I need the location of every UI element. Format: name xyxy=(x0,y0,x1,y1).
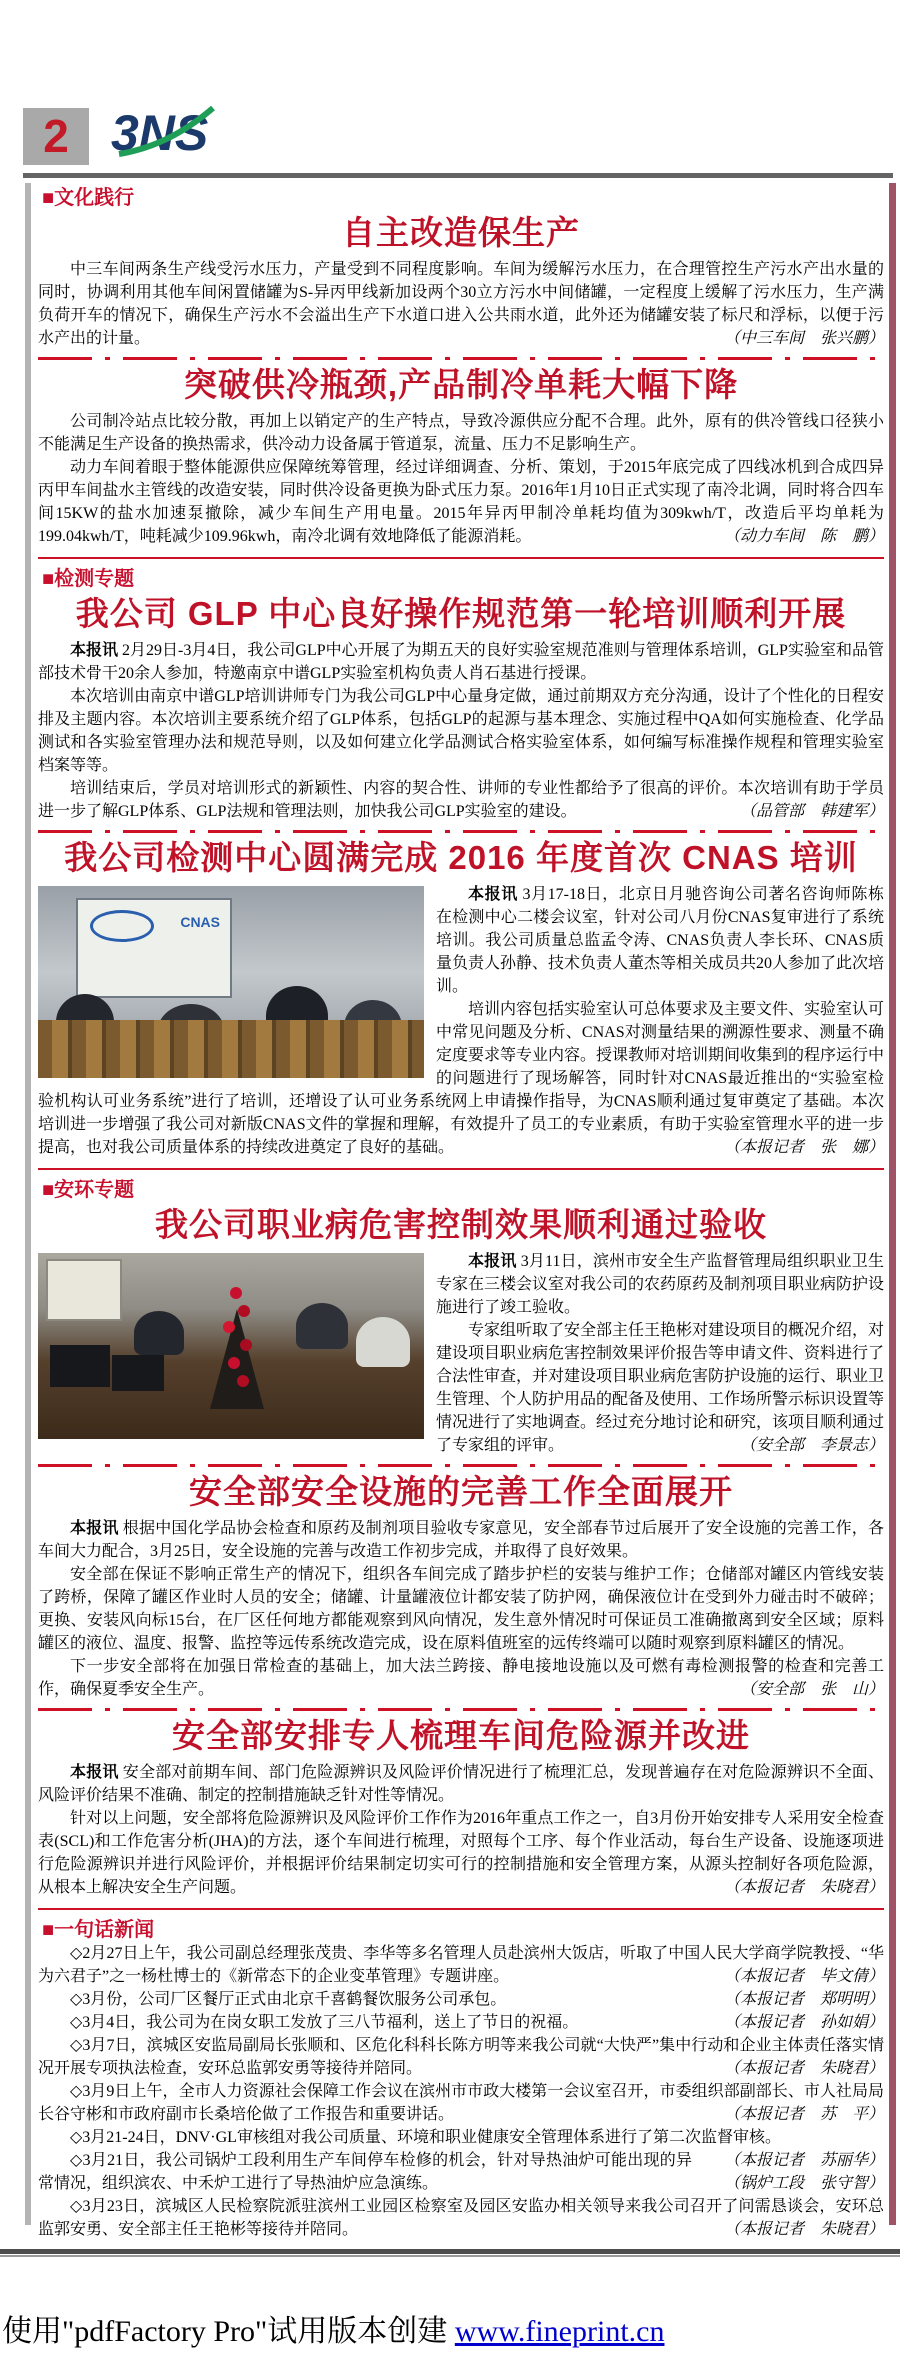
paragraph-text: 根据中国化学品协会检查和原药及制剂项目验收专家意见，安全部春节过后展开了安全设施的完善工作，各车间大力配合，3月25日，安全设施的完善与改造工作初步完成，并取得了良好效果。 xyxy=(38,1520,884,1560)
article-glp-training xyxy=(38,594,884,823)
footer-text: 使用"pdfFactory Pro"试用版本创建 xyxy=(2,2315,455,2348)
lead-word: 本报讯 xyxy=(468,1253,517,1270)
news-item xyxy=(38,1942,884,1988)
article-paragraph: 公司制冷站点比较分散，再加上以销定产的生产特点，导致冷源供应分配不合理。此外，原有的供冷管线口径狭小不能满足生产设备的换热需求，供冷动力设备属于管道泵，流量、压力不足影响生产。 xyxy=(38,413,884,453)
article-paragraph xyxy=(38,1517,884,1563)
dashdot-divider xyxy=(38,1708,884,1711)
article-title: 我公司检测中心圆满完成 2016 年度首次 CNAS 培训 xyxy=(64,839,858,876)
paragraph-text: 中三车间两条生产线受污水压力，产量受到不同程度影响。车间为缓解污水压力，在合理管控生产污水产出水量的同时，协调利用其他车间闲置储罐为S-异丙甲线新加设两个30立方污水中间储罐，一定程度上缓解了污水压力，生产满负荷开车的情况下，确保生产污水不会溢出生产下水道口进入公共雨水道，此外还为储罐安装了标尺和浮标，以便于污水产出的计量。 xyxy=(38,261,884,347)
logo-text: 3NS xyxy=(111,105,209,160)
news-text: ◇3月21-24日，DNV·GL审核组对我公司质量、环境和职业健康安全管理体系进行了第二次监督审核。 xyxy=(70,2129,781,2146)
article-title: 自主改造保生产 xyxy=(342,214,580,251)
acceptance-meeting-photo xyxy=(38,1253,424,1439)
bns-logo-icon xyxy=(109,104,229,160)
news-text: ◇3月23日，滨城区人民检察院派驻滨州工业园区检察室及园区安监办相关领导来我公司召开了问需恳谈会，安环总监郭安勇、安全部主任王艳彬等接待并陪同。 xyxy=(38,2198,884,2238)
byline: （本报记者 朱晓君） xyxy=(723,2060,884,2077)
byline: （中三车间 张兴鹏） xyxy=(723,330,884,347)
section-rule xyxy=(38,557,884,559)
article-paragraph: 本次培训由南京中谱GLP培训讲师专门为我公司GLP中心量身定做，通过前期双方充分沟通，设计了个性化的日程安排及主题内容。本次培训主要系统介绍了GLP体系，包括GLP的起源与基本理念、实施过程中QA如何实施检查、化学品测试和各实验室管理办法和规范导则，以及如何建立化学品测试合格实验室体系，如何编写标准操作规程和管理实验室档案等等。 xyxy=(38,688,884,774)
article-cnas-training xyxy=(38,838,884,1159)
article-title: 我公司 GLP 中心良好操作规范第一轮培训顺利开展 xyxy=(75,595,847,632)
article-paragraph xyxy=(38,456,884,548)
article-paragraph xyxy=(38,258,884,350)
section-label-testing: ■检测专题 xyxy=(42,568,135,590)
red-flowers xyxy=(230,1287,242,1299)
person-silhouette xyxy=(356,1317,410,1367)
footer-link[interactable]: www.fineprint.cn xyxy=(454,2315,665,2348)
company-logo xyxy=(109,104,229,165)
byline: （锅炉工段 张守智） xyxy=(723,2175,884,2192)
paragraph-text: 安全部对前期车间、部门危险源辨识及风险评价情况进行了梳理汇总，发现普遍存在对危险源辨识不全面、风险评价结果不准确、制定的控制措施缺乏针对性等情况。 xyxy=(38,1764,884,1804)
paragraph-text: 3月17-18日，北京日月驰咨询公司著名咨询师陈栋在检测中心二楼会议室，针对公司八月份CNAS复审进行了系统培训。我公司质量总监孟令涛、CNAS负责人李长环、CNAS质量负责人孙静、技术负责人董杰等相关成员共20人参加了此次培训。 xyxy=(436,886,885,995)
paragraph-text: 动力车间着眼于整体能源供应保障统筹管理，经过详细调查、分析、策划，于2015年底完成了四线冰机到合成四异丙甲车间盐水主管线的改造安装，同时供冷设备更换为卧式压力泵。2016年1月10日正式实现了南冷北调，同时将合四车间15KW的盐水加速泵撤除，减少车间生产用电量。2015年异丙甲制冷单耗均值为309kwh/T，改造后平均单耗为199.04kwh/T，吨耗减少109.96kwh，南冷北调有效地降低了能源消耗。 xyxy=(38,459,884,545)
paragraph-text: 下一步安全部将在加强日常检查的基础上，加大法兰跨接、静电接地设施以及可燃有毒检测报警的检查和完善工作，确保夏季安全生产。 xyxy=(38,1658,884,1698)
section-rule xyxy=(38,1908,884,1910)
paragraph-text: 3月11日，滨州市安全生产监督管理局组织职业卫生专家在三楼会议室对我公司的农药原药及制剂项目职业病防护设施进行了竣工验收。 xyxy=(436,1253,885,1316)
byline: （本报记者 朱晓君） xyxy=(723,1879,884,1896)
byline: （动力车间 陈 鹏） xyxy=(723,528,884,545)
window xyxy=(46,1259,122,1321)
content-column xyxy=(38,186,884,2257)
cnas-logo-icon xyxy=(90,910,154,942)
section-label-safety: ■安环专题 xyxy=(42,1179,135,1201)
news-text: ◇3月7日，滨城区安监局副局长张顺和、区危化科科长陈方明等来我公司就“大快严”集中行动和企业主体责任落实情况开展专项执法检查，安环总监郭安勇等接待并陪同。 xyxy=(38,2037,884,2077)
paragraph-text: 2月29日-3月4日，我公司GLP中心开展了为期五天的良好实验室规范准则与管理体系培训，GLP实验室和品管部技术骨干20余人参加，特邀南京中谱GLP实验室机构负责人肖石基进行授课。 xyxy=(38,642,884,682)
lead-word: 本报讯 xyxy=(70,1520,119,1537)
news-text: ◇3月21日，我公司锅炉工段利用生产车间停车检修的机会，针对导热油炉可能出现的异常情况，组织滨农、中禾炉工进行了导热油炉应急演练。 xyxy=(38,2152,692,2192)
article-paragraph xyxy=(38,1761,884,1807)
section-label-news: ■一句话新闻 xyxy=(42,1919,155,1941)
paragraph-text: 培训内容包括实验室认可总体要求及主要文件、实验室认可中常见问题及分析、CNAS对测量结果的溯源性要求、测量不确定度要求等专业内容。授课教师对培训期间收集到的程序运行中的问题进行了现场解答，同时针对CNAS最近推出的“实验室检验机构认可业务系统”进行了培训，还增设了认可业务系统网上申请操作指导，为CNAS顺利通过复审奠定了基础。本次培训进一步增强了我公司对新版CNAS文件的掌握和理解，有效提升了员工的专业素质，有助于实验室管理水平的进一步提高，也对我公司质量体系的持续改进奠定了良好的基础。 xyxy=(38,1001,885,1156)
news-item xyxy=(38,2126,884,2169)
byline: （本报记者 朱晓君） xyxy=(723,2221,884,2238)
article-paragraph xyxy=(38,1807,884,1899)
projection-screen xyxy=(76,898,232,998)
byline: （本报记者 郑明明） xyxy=(723,1991,884,2008)
article-title: 我公司职业病危害控制效果顺利通过验收 xyxy=(155,1206,767,1243)
page-header xyxy=(0,0,900,164)
lead-word: 本报讯 xyxy=(468,886,518,903)
dashdot-divider xyxy=(38,1464,884,1467)
cnas-training-photo xyxy=(38,886,424,1078)
byline: （安全部 张 山） xyxy=(739,1681,884,1698)
lead-word: 本报讯 xyxy=(70,1764,119,1781)
byline: （本报记者 孙如娟） xyxy=(723,2014,884,2031)
byline: （本报记者 张 娜） xyxy=(723,1139,884,1156)
news-item xyxy=(38,2011,884,2034)
person-silhouette xyxy=(134,1311,184,1355)
article-cooling-breakthrough xyxy=(38,365,884,548)
news-item xyxy=(38,2195,884,2241)
news-item xyxy=(38,2080,884,2126)
article-paragraph: 安全部在保证不影响正常生产的情况下，组织各车间完成了踏步护栏的安装与维护工作；仓储部对罐区内管线安装了跨桥，保障了罐区作业时人员的安全；储罐、计量罐液位计都安装了防护网，确保液位计在受到外力碰击时不破碎；更换、安装风向标15台，在厂区任何地方都能观察到风向情况，发生意外情况时可保证员工准确撤离到安全区域；原料罐区的液位、温度、报警、监控等远传系统改造完成，设在原料值班室的远传终端可以随时观察到原料罐区的情况。 xyxy=(38,1566,884,1652)
one-sentence-news-list xyxy=(38,1942,884,2241)
dashdot-divider xyxy=(38,830,884,833)
monitor xyxy=(50,1345,110,1387)
article-safety-facilities xyxy=(38,1472,884,1701)
article-self-reform xyxy=(38,213,884,350)
header-rule xyxy=(23,173,893,178)
news-item xyxy=(38,2034,884,2080)
byline: （本报记者 毕文倩） xyxy=(723,1968,884,1985)
byline: （本报记者 苏 平） xyxy=(723,2106,884,2123)
bottom-rule xyxy=(0,2249,900,2257)
byline: （安全部 李景志） xyxy=(739,1437,884,1454)
news-text: ◇3月份，公司厂区餐厅正式由北京千喜鹤餐饮服务公司承包。 xyxy=(70,1991,507,2008)
byline: （品管部 韩建军） xyxy=(739,803,884,820)
article-paragraph xyxy=(38,777,884,823)
pdffactory-footer xyxy=(2,2306,664,2350)
person-silhouette xyxy=(296,1303,348,1349)
article-title: 突破供冷瓶颈,产品制冷单耗大幅下降 xyxy=(183,366,739,403)
news-item xyxy=(38,1988,884,2011)
section-label-culture: ■文化践行 xyxy=(42,187,135,209)
article-paragraph xyxy=(38,639,884,685)
screen-text: CNAS xyxy=(180,914,220,930)
wooden-chairs xyxy=(38,1020,424,1078)
article-occupational-acceptance xyxy=(38,1205,884,1457)
article-paragraph xyxy=(38,1655,884,1701)
dashdot-divider xyxy=(38,357,884,360)
left-gray-bar xyxy=(25,183,31,2225)
section-rule xyxy=(38,1168,884,1170)
news-text: ◇2月27日上午，我公司副总经理张茂贵、李华等多名管理人员赴滨州大饭店，听取了中国人民大学商学院教授、“华为六君子”之一杨杜博士的《新常态下的企业变革管理》专题讲座。 xyxy=(38,1945,884,1985)
article-hazard-sources xyxy=(38,1716,884,1899)
article-title: 安全部安全设施的完善工作全面展开 xyxy=(189,1473,733,1510)
article-title: 安全部安排专人梳理车间危险源并改进 xyxy=(172,1717,750,1754)
lead-word: 本报讯 xyxy=(70,642,119,659)
paragraph-text: 专家组听取了安全部主任王艳彬对建设项目的概况介绍，对建设项目职业病危害控制效果评价报告等申请文件、资料进行了合法性审查，并对建设项目职业病危害防护设施的运行、职业卫生管理、个人防护用品的配备及使用、工作场所警示标识设置等情况进行了实地调查。经过充分地讨论和研究，该项目顺利通过了专家组的评审。 xyxy=(436,1322,885,1454)
right-maroon-bar xyxy=(889,183,896,2225)
news-text: ◇3月4日，我公司为在岗女职工发放了三八节福利，送上了节日的祝福。 xyxy=(70,2014,579,2031)
paragraph-text: 培训结束后，学员对培训形式的新颖性、内容的契合性、讲师的专业性都给予了很高的评价。本次培训有助于学员进一步了解GLP体系、GLP法规和管理法则，加快我公司GLP实验室的建设。 xyxy=(38,780,884,820)
page-number-badge: 2 xyxy=(23,108,89,165)
news-text: ◇3月9日上午，全市人力资源社会保障工作会议在滨州市市政大楼第一会议室召开，市委组织部副部长、市人社局局长谷守彬和市政府副市长桑培伦做了工作报告和重要讲话。 xyxy=(38,2083,884,2123)
paragraph-text: 针对以上问题，安全部将危险源辨识及风险评价工作作为2016年重点工作之一，自3月份开始安排专人采用安全检查表(SCL)和工作危害分析(JHA)的方法，逐个车间进行梳理，对照每个工序、每个作业活动，每台生产设备、设施逐项进行危险源辨识并进行风险评价，并根据评价结果制定切实可行的控制措施和安全管理方案，从源头控制好各项危险源，从根本上解决安全生产问题。 xyxy=(38,1810,884,1896)
monitor xyxy=(112,1355,164,1391)
byline: （本报记者 苏丽华） xyxy=(723,2152,884,2169)
flower-vase xyxy=(210,1309,264,1409)
